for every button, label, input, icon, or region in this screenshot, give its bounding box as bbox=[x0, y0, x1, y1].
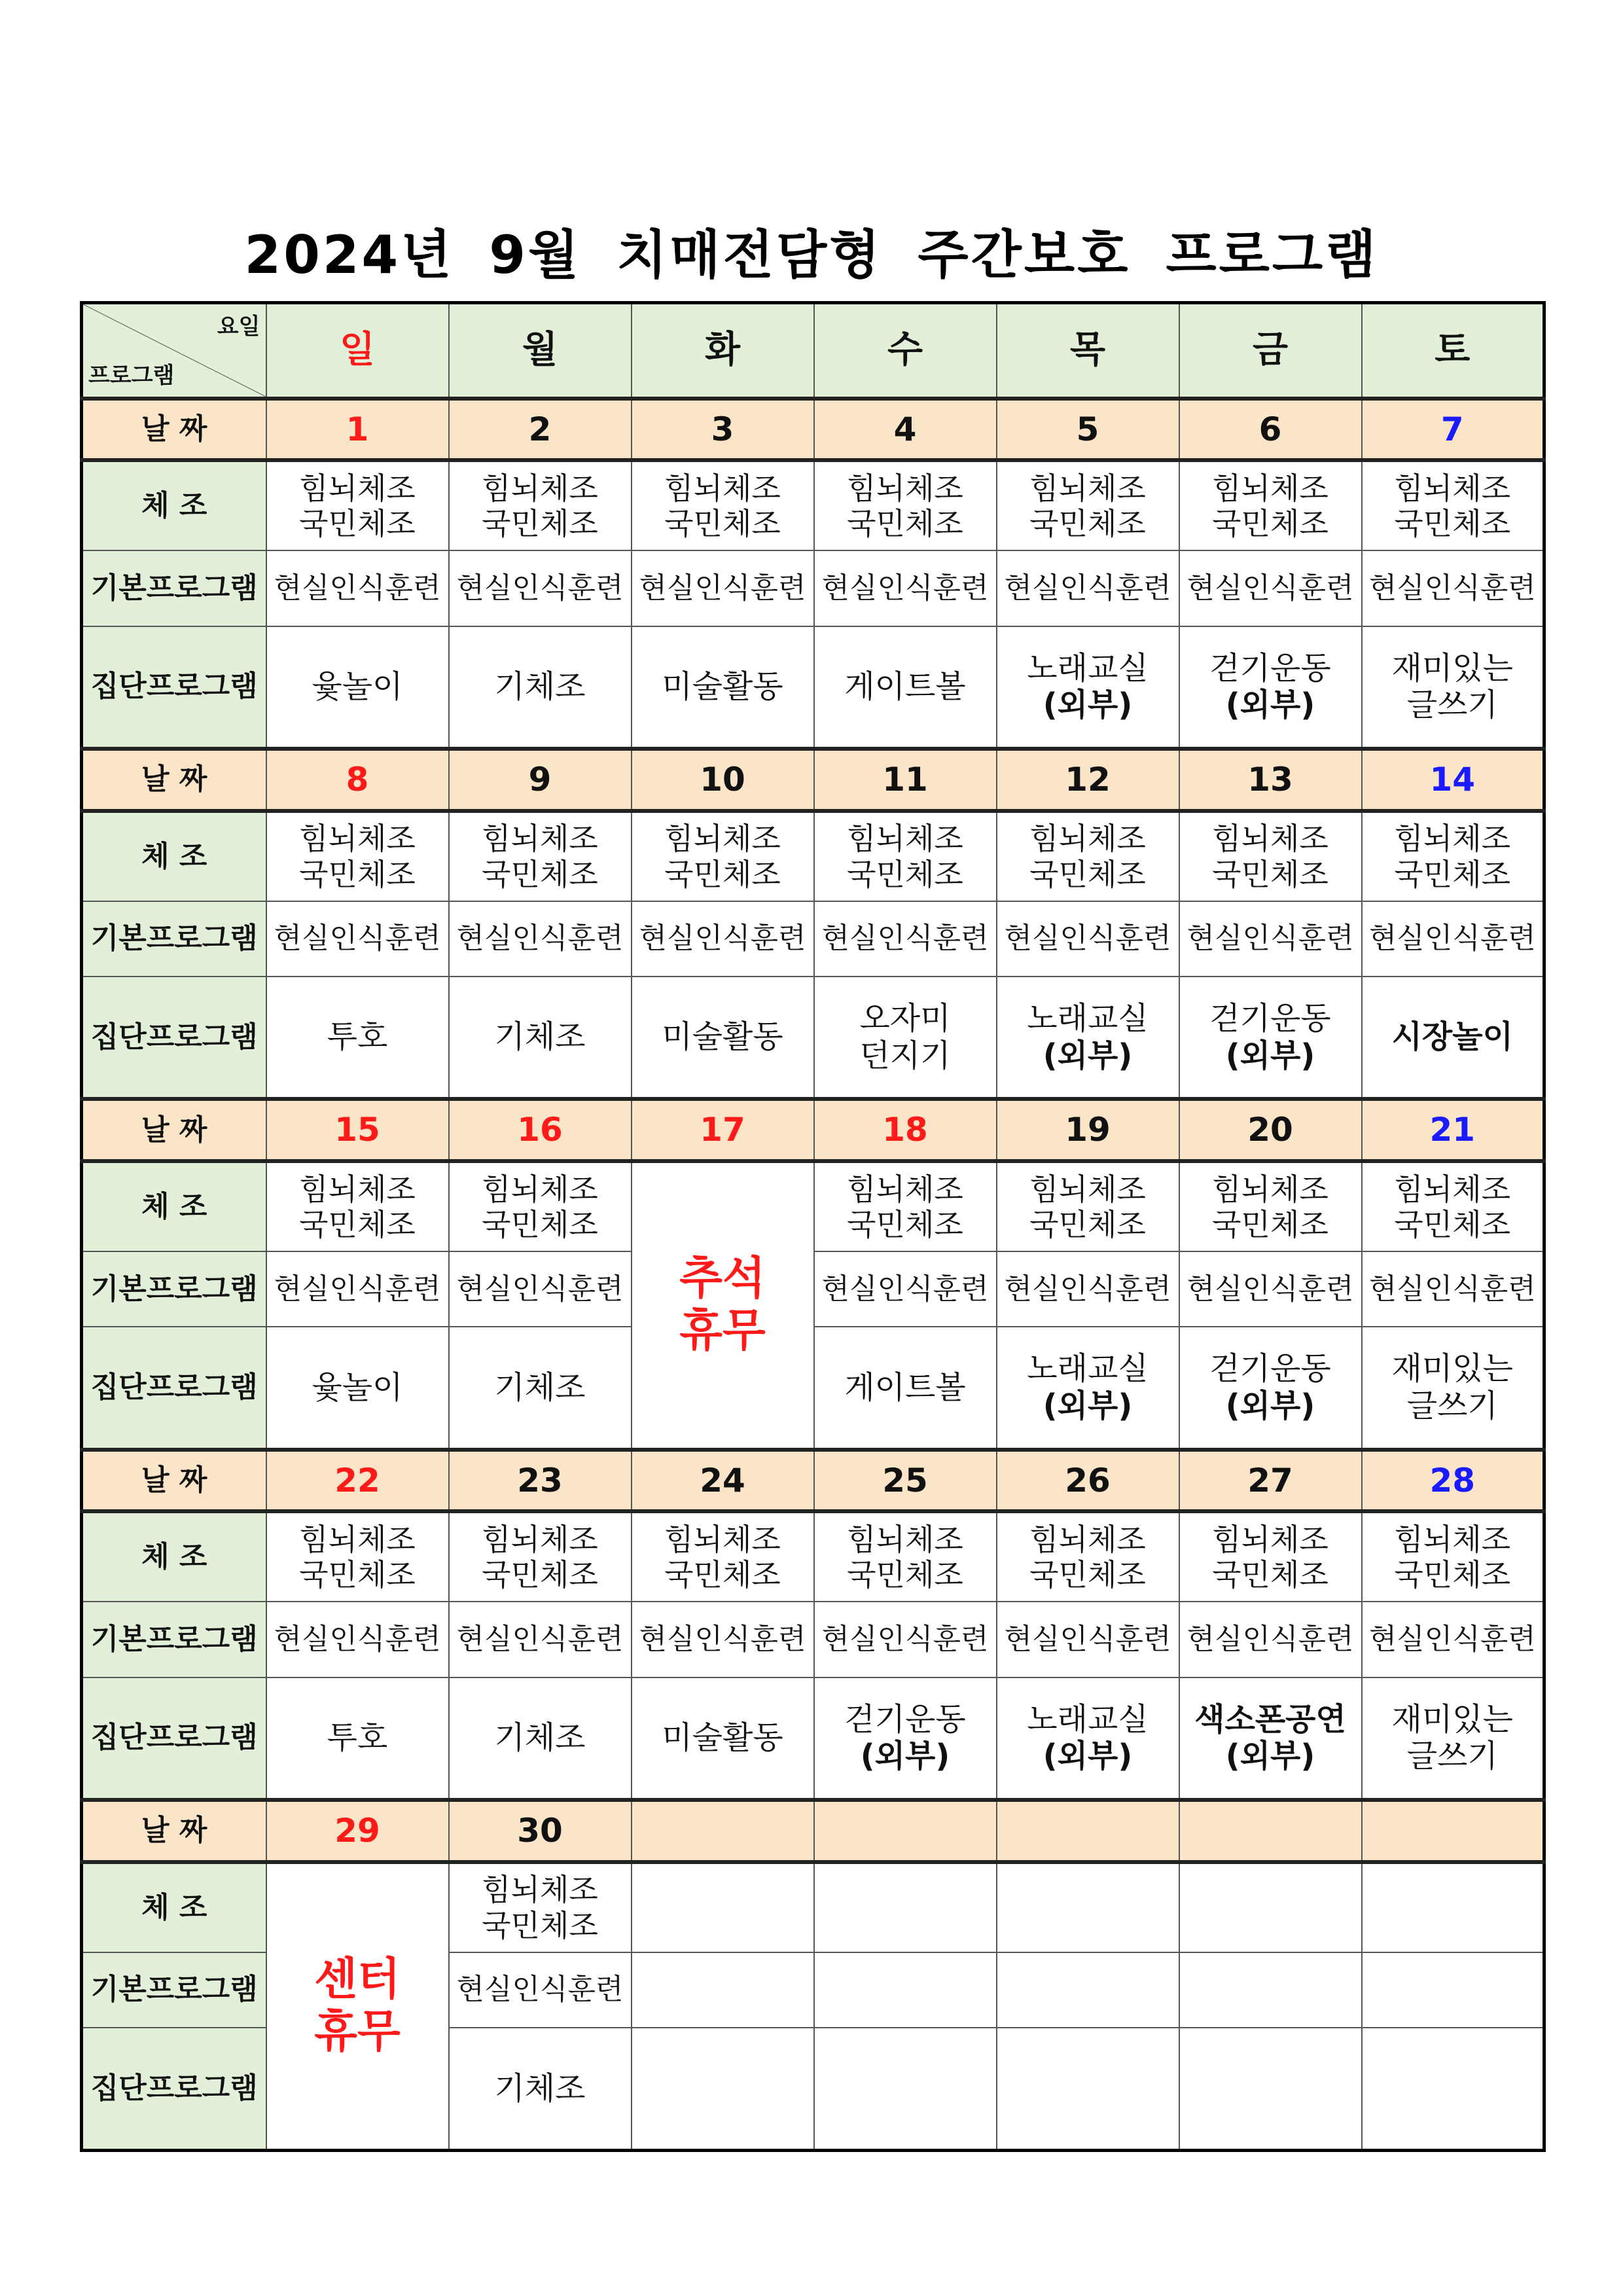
date-cell-fri: 20 bbox=[1179, 1099, 1362, 1161]
day-header-sat: 토 bbox=[1362, 303, 1544, 399]
exercise-cell-thu bbox=[997, 811, 1179, 901]
date-cell-sat: 21 bbox=[1362, 1099, 1544, 1161]
exercise-cell-wed bbox=[814, 460, 997, 550]
exercise-text: 국민체조 bbox=[664, 506, 781, 542]
exercise-text: 국민체조 bbox=[1212, 1207, 1329, 1243]
group-program-text: 색소폰공연 bbox=[1194, 1700, 1346, 1738]
holiday-cell bbox=[266, 1862, 449, 2151]
header-row bbox=[82, 303, 1544, 399]
exercise-cell-tue bbox=[632, 1862, 814, 1952]
group-program-text: 걷기운동 bbox=[844, 1700, 966, 1738]
basic-program-cell-tue: 현실인식훈련 bbox=[632, 1602, 814, 1677]
exercise-text: 국민체조 bbox=[1394, 856, 1511, 892]
group-program-text: 기체조 bbox=[494, 1018, 586, 1056]
exercise-cell-wed bbox=[814, 1161, 997, 1251]
basic-program-cell-tue bbox=[632, 1952, 814, 2028]
day-header-tue: 화 bbox=[632, 303, 814, 399]
group-program-row-label: 집단프로그램 bbox=[82, 2028, 266, 2151]
group-program-text: 게이트볼 bbox=[844, 668, 966, 706]
group-program-cell-sun bbox=[266, 977, 449, 1099]
group-program-cell-tue bbox=[632, 977, 814, 1099]
exercise-row-label: 체 조 bbox=[82, 1862, 266, 1952]
exercise-text: 힘뇌체조 bbox=[1212, 1171, 1329, 1207]
basic-program-cell-wed bbox=[814, 1952, 997, 2028]
date-cell-wed: 11 bbox=[814, 749, 997, 811]
basic-program-cell-sat: 현실인식훈련 bbox=[1362, 1602, 1544, 1677]
basic-program-cell-thu: 현실인식훈련 bbox=[997, 550, 1179, 626]
group-program-text: 기체조 bbox=[494, 2070, 586, 2107]
exercise-text: 힘뇌체조 bbox=[1394, 1522, 1511, 1558]
group-program-text: 재미있는 bbox=[1391, 1700, 1513, 1738]
date-cell-thu: 26 bbox=[997, 1450, 1179, 1512]
exercise-text: 힘뇌체조 bbox=[1212, 821, 1329, 857]
exercise-text: 힘뇌체조 bbox=[482, 471, 598, 507]
exercise-text: 힘뇌체조 bbox=[847, 821, 963, 857]
group-program-text: 윷놀이 bbox=[312, 668, 403, 706]
exercise-cell-mon bbox=[449, 1862, 632, 1952]
basic-program-cell-wed: 현실인식훈련 bbox=[814, 1602, 997, 1677]
date-cell-mon: 2 bbox=[449, 399, 632, 461]
group-program-text: 글쓰기 bbox=[1406, 1387, 1498, 1424]
holiday-text: 휴무 bbox=[314, 2006, 401, 2058]
page-title: 2024년 9월 치매전담형 주간보호 프로그램 bbox=[244, 224, 1379, 285]
group-program-text: 기체조 bbox=[494, 1369, 586, 1406]
exercise-row bbox=[82, 460, 1544, 550]
date-cell-thu: 19 bbox=[997, 1099, 1179, 1161]
exercise-text: 힘뇌체조 bbox=[1029, 471, 1146, 507]
basic-program-cell-wed: 현실인식훈련 bbox=[814, 1251, 997, 1327]
date-cell-sun: 8 bbox=[266, 749, 449, 811]
exercise-cell-thu bbox=[997, 460, 1179, 550]
corner-day-label: 요일 bbox=[217, 314, 260, 340]
group-program-cell-tue bbox=[632, 1677, 814, 1800]
basic-program-cell-thu: 현실인식훈련 bbox=[997, 1602, 1179, 1677]
date-row-label: 날 짜 bbox=[82, 749, 266, 811]
date-cell-fri: 6 bbox=[1179, 399, 1362, 461]
date-cell-wed: 18 bbox=[814, 1099, 997, 1161]
exercise-row-label: 체 조 bbox=[82, 811, 266, 901]
group-program-cell-sat bbox=[1362, 1677, 1544, 1800]
date-row bbox=[82, 1450, 1544, 1512]
holiday-text: 휴무 bbox=[679, 1305, 766, 1357]
day-header-mon: 월 bbox=[449, 303, 632, 399]
date-row bbox=[82, 1800, 1544, 1862]
exercise-cell-sun bbox=[266, 1511, 449, 1602]
group-program-text: 걷기운동 bbox=[1209, 1350, 1331, 1388]
exercise-cell-wed bbox=[814, 1862, 997, 1952]
exercise-text: 힘뇌체조 bbox=[482, 821, 598, 857]
group-program-cell-fri bbox=[1179, 626, 1362, 749]
date-cell-mon: 23 bbox=[449, 1450, 632, 1512]
exercise-cell-mon bbox=[449, 1161, 632, 1251]
exercise-cell-fri bbox=[1179, 460, 1362, 550]
exercise-cell-sat bbox=[1362, 811, 1544, 901]
date-cell-tue: 24 bbox=[632, 1450, 814, 1512]
basic-program-row-label: 기본프로그램 bbox=[82, 1251, 266, 1327]
day-header-sun: 일 bbox=[266, 303, 449, 399]
basic-program-cell-mon: 현실인식훈련 bbox=[449, 1952, 632, 2028]
group-program-cell-wed bbox=[814, 1327, 997, 1449]
date-cell-wed: 4 bbox=[814, 399, 997, 461]
date-cell-sun: 15 bbox=[266, 1099, 449, 1161]
group-program-row-label: 집단프로그램 bbox=[82, 626, 266, 749]
basic-program-row-label: 기본프로그램 bbox=[82, 1602, 266, 1677]
exercise-text: 국민체조 bbox=[482, 506, 598, 542]
group-program-row-label: 집단프로그램 bbox=[82, 1677, 266, 1800]
basic-program-row-label: 기본프로그램 bbox=[82, 1952, 266, 2028]
basic-program-cell-wed: 현실인식훈련 bbox=[814, 901, 997, 977]
exercise-cell-wed bbox=[814, 1511, 997, 1602]
exercise-row bbox=[82, 1862, 1544, 1952]
group-program-text: 투호 bbox=[327, 1018, 388, 1056]
basic-program-cell-mon: 현실인식훈련 bbox=[449, 1251, 632, 1327]
basic-program-cell-fri: 현실인식훈련 bbox=[1179, 550, 1362, 626]
group-program-text: 노래교실 bbox=[1027, 1000, 1149, 1037]
exercise-text: 국민체조 bbox=[1029, 506, 1146, 542]
group-program-text: 던지기 bbox=[859, 1037, 951, 1074]
basic-program-row-label: 기본프로그램 bbox=[82, 550, 266, 626]
group-program-text: 재미있는 bbox=[1391, 1350, 1513, 1388]
basic-program-row bbox=[82, 901, 1544, 977]
exercise-cell-mon bbox=[449, 811, 632, 901]
basic-program-cell-sat: 현실인식훈련 bbox=[1362, 1251, 1544, 1327]
date-cell-sat bbox=[1362, 1800, 1544, 1862]
group-program-cell-thu bbox=[997, 1327, 1179, 1449]
date-cell-mon: 16 bbox=[449, 1099, 632, 1161]
group-program-text: 기체조 bbox=[494, 1719, 586, 1756]
exercise-text: 국민체조 bbox=[1029, 856, 1146, 892]
group-program-cell-wed bbox=[814, 1677, 997, 1800]
exercise-cell-fri bbox=[1179, 1161, 1362, 1251]
basic-program-cell-tue: 현실인식훈련 bbox=[632, 550, 814, 626]
date-cell-wed bbox=[814, 1800, 997, 1862]
exercise-text: 힘뇌체조 bbox=[299, 471, 416, 507]
exercise-text: 힘뇌체조 bbox=[482, 1171, 598, 1207]
day-header-thu: 목 bbox=[997, 303, 1179, 399]
exercise-text: 힘뇌체조 bbox=[299, 821, 416, 857]
exercise-text: 힘뇌체조 bbox=[1212, 471, 1329, 507]
exercise-text: 국민체조 bbox=[482, 1557, 598, 1593]
exercise-cell-thu bbox=[997, 1862, 1179, 1952]
date-cell-sun: 22 bbox=[266, 1450, 449, 1512]
group-program-text: (외부) bbox=[1043, 687, 1133, 724]
day-header-wed: 수 bbox=[814, 303, 997, 399]
exercise-text: 국민체조 bbox=[847, 1207, 963, 1243]
group-program-text: 미술활동 bbox=[662, 1018, 783, 1056]
group-program-text: (외부) bbox=[1043, 1738, 1133, 1775]
date-cell-mon: 30 bbox=[449, 1800, 632, 1862]
exercise-text: 국민체조 bbox=[482, 1207, 598, 1243]
date-row-label: 날 짜 bbox=[82, 1099, 266, 1161]
basic-program-cell-sun: 현실인식훈련 bbox=[266, 1251, 449, 1327]
exercise-cell-sat bbox=[1362, 1862, 1544, 1952]
date-cell-sun: 1 bbox=[266, 399, 449, 461]
basic-program-cell-fri: 현실인식훈련 bbox=[1179, 1251, 1362, 1327]
exercise-text: 힘뇌체조 bbox=[1029, 1522, 1146, 1558]
exercise-text: 힘뇌체조 bbox=[1029, 821, 1146, 857]
date-row-label: 날 짜 bbox=[82, 1450, 266, 1512]
date-cell-thu bbox=[997, 1800, 1179, 1862]
date-cell-tue: 3 bbox=[632, 399, 814, 461]
basic-program-cell-fri: 현실인식훈련 bbox=[1179, 901, 1362, 977]
group-program-cell-wed bbox=[814, 626, 997, 749]
group-program-text: 윷놀이 bbox=[312, 1369, 403, 1406]
corner-program-label: 프로그램 bbox=[88, 362, 175, 389]
exercise-cell-wed bbox=[814, 811, 997, 901]
group-program-text: 노래교실 bbox=[1027, 649, 1149, 687]
holiday-text: 추석 bbox=[679, 1253, 766, 1305]
exercise-cell-sun bbox=[266, 811, 449, 901]
group-program-row-label: 집단프로그램 bbox=[82, 977, 266, 1099]
exercise-cell-sat bbox=[1362, 1511, 1544, 1602]
exercise-text: 국민체조 bbox=[1212, 506, 1329, 542]
exercise-text: 힘뇌체조 bbox=[664, 471, 781, 507]
group-program-cell-thu bbox=[997, 2028, 1179, 2151]
basic-program-row-label: 기본프로그램 bbox=[82, 901, 266, 977]
group-program-cell-thu bbox=[997, 626, 1179, 749]
group-program-text: 재미있는 bbox=[1391, 649, 1513, 687]
exercise-text: 국민체조 bbox=[1029, 1207, 1146, 1243]
exercise-cell-sun bbox=[266, 1161, 449, 1251]
group-program-row bbox=[82, 1677, 1544, 1800]
exercise-text: 국민체조 bbox=[1029, 1557, 1146, 1593]
group-program-text: 걷기운동 bbox=[1209, 649, 1331, 687]
group-program-text: (외부) bbox=[860, 1738, 950, 1775]
exercise-row-label: 체 조 bbox=[82, 1511, 266, 1602]
group-program-cell-sat bbox=[1362, 626, 1544, 749]
group-program-text: (외부) bbox=[1225, 1738, 1315, 1775]
exercise-text: 국민체조 bbox=[299, 506, 416, 542]
exercise-text: 국민체조 bbox=[482, 1907, 598, 1943]
date-cell-tue: 17 bbox=[632, 1099, 814, 1161]
group-program-text: 글쓰기 bbox=[1406, 687, 1498, 724]
basic-program-cell-mon: 현실인식훈련 bbox=[449, 550, 632, 626]
date-cell-wed: 25 bbox=[814, 1450, 997, 1512]
group-program-cell-wed bbox=[814, 977, 997, 1099]
exercise-cell-mon bbox=[449, 460, 632, 550]
day-header-fri: 금 bbox=[1179, 303, 1362, 399]
exercise-text: 힘뇌체조 bbox=[847, 1171, 963, 1207]
exercise-cell-sun bbox=[266, 460, 449, 550]
group-program-cell-sun bbox=[266, 1327, 449, 1449]
group-program-cell-sun bbox=[266, 626, 449, 749]
exercise-text: 힘뇌체조 bbox=[482, 1522, 598, 1558]
holiday-cell bbox=[632, 1161, 814, 1450]
date-cell-fri bbox=[1179, 1800, 1362, 1862]
basic-program-cell-thu: 현실인식훈련 bbox=[997, 901, 1179, 977]
group-program-text: (외부) bbox=[1043, 1037, 1133, 1074]
exercise-row-label: 체 조 bbox=[82, 1161, 266, 1251]
date-cell-sat: 14 bbox=[1362, 749, 1544, 811]
group-program-text: (외부) bbox=[1225, 1037, 1315, 1074]
basic-program-cell-mon: 현실인식훈련 bbox=[449, 1602, 632, 1677]
date-cell-thu: 5 bbox=[997, 399, 1179, 461]
exercise-cell-fri bbox=[1179, 1862, 1362, 1952]
basic-program-cell-thu: 현실인식훈련 bbox=[997, 1251, 1179, 1327]
group-program-text: (외부) bbox=[1043, 1387, 1133, 1424]
group-program-row-label: 집단프로그램 bbox=[82, 1327, 266, 1449]
group-program-text: 미술활동 bbox=[662, 668, 783, 706]
group-program-text: 투호 bbox=[327, 1719, 388, 1756]
group-program-text: 글쓰기 bbox=[1406, 1738, 1498, 1775]
date-row-label: 날 짜 bbox=[82, 1800, 266, 1862]
group-program-cell-thu bbox=[997, 977, 1179, 1099]
group-program-text: (외부) bbox=[1225, 687, 1315, 724]
group-program-text: 오자미 bbox=[859, 1000, 951, 1037]
date-row-label: 날 짜 bbox=[82, 399, 266, 461]
holiday-text: 센터 bbox=[314, 1954, 401, 2006]
date-cell-sun: 29 bbox=[266, 1800, 449, 1862]
group-program-text: 시장놀이 bbox=[1391, 1018, 1513, 1056]
date-cell-sat: 7 bbox=[1362, 399, 1544, 461]
exercise-row bbox=[82, 811, 1544, 901]
group-program-text: 미술활동 bbox=[662, 1719, 783, 1756]
exercise-text: 국민체조 bbox=[299, 1207, 416, 1243]
exercise-text: 힘뇌체조 bbox=[299, 1522, 416, 1558]
exercise-row-label: 체 조 bbox=[82, 460, 266, 550]
group-program-cell-mon bbox=[449, 977, 632, 1099]
group-program-cell-tue bbox=[632, 2028, 814, 2151]
exercise-text: 국민체조 bbox=[1394, 1207, 1511, 1243]
exercise-text: 국민체조 bbox=[299, 1557, 416, 1593]
exercise-text: 국민체조 bbox=[299, 856, 416, 892]
date-cell-tue bbox=[632, 1800, 814, 1862]
group-program-cell-tue bbox=[632, 626, 814, 749]
exercise-cell-thu bbox=[997, 1511, 1179, 1602]
exercise-text: 국민체조 bbox=[847, 506, 963, 542]
exercise-cell-tue bbox=[632, 811, 814, 901]
exercise-text: 국민체조 bbox=[1212, 1557, 1329, 1593]
basic-program-cell-wed: 현실인식훈련 bbox=[814, 550, 997, 626]
corner-cell bbox=[82, 303, 266, 399]
exercise-text: 국민체조 bbox=[664, 856, 781, 892]
group-program-cell-fri bbox=[1179, 1327, 1362, 1449]
basic-program-cell-sat: 현실인식훈련 bbox=[1362, 550, 1544, 626]
group-program-cell-sun bbox=[266, 1677, 449, 1800]
exercise-text: 국민체조 bbox=[847, 1557, 963, 1593]
date-row bbox=[82, 749, 1544, 811]
exercise-text: 힘뇌체조 bbox=[664, 821, 781, 857]
exercise-cell-fri bbox=[1179, 1511, 1362, 1602]
date-cell-thu: 12 bbox=[997, 749, 1179, 811]
group-program-text: 게이트볼 bbox=[844, 1369, 966, 1406]
exercise-cell-tue bbox=[632, 1511, 814, 1602]
exercise-text: 힘뇌체조 bbox=[1394, 1171, 1511, 1207]
basic-program-cell-fri bbox=[1179, 1952, 1362, 2028]
group-program-cell-mon bbox=[449, 1677, 632, 1800]
group-program-text: 노래교실 bbox=[1027, 1350, 1149, 1388]
exercise-text: 힘뇌체조 bbox=[664, 1522, 781, 1558]
group-program-text: 기체조 bbox=[494, 668, 586, 706]
exercise-text: 국민체조 bbox=[1212, 856, 1329, 892]
basic-program-cell-sun: 현실인식훈련 bbox=[266, 550, 449, 626]
basic-program-cell-sat: 현실인식훈련 bbox=[1362, 901, 1544, 977]
schedule-table bbox=[80, 301, 1546, 2152]
exercise-text: 힘뇌체조 bbox=[1029, 1171, 1146, 1207]
exercise-text: 힘뇌체조 bbox=[482, 1872, 598, 1908]
group-program-cell-sat bbox=[1362, 1327, 1544, 1449]
exercise-cell-mon bbox=[449, 1511, 632, 1602]
group-program-cell-mon bbox=[449, 2028, 632, 2151]
exercise-text: 힘뇌체조 bbox=[847, 1522, 963, 1558]
exercise-text: 힘뇌체조 bbox=[299, 1171, 416, 1207]
date-cell-sat: 28 bbox=[1362, 1450, 1544, 1512]
group-program-row bbox=[82, 977, 1544, 1099]
exercise-text: 힘뇌체조 bbox=[1394, 821, 1511, 857]
group-program-row bbox=[82, 626, 1544, 749]
exercise-cell-fri bbox=[1179, 811, 1362, 901]
group-program-cell-fri bbox=[1179, 977, 1362, 1099]
exercise-cell-thu bbox=[997, 1161, 1179, 1251]
group-program-text: (외부) bbox=[1225, 1387, 1315, 1424]
exercise-text: 힘뇌체조 bbox=[1394, 471, 1511, 507]
basic-program-row bbox=[82, 1602, 1544, 1677]
date-row bbox=[82, 399, 1544, 461]
exercise-text: 국민체조 bbox=[1394, 506, 1511, 542]
exercise-text: 힘뇌체조 bbox=[1212, 1522, 1329, 1558]
exercise-row bbox=[82, 1511, 1544, 1602]
group-program-cell-sat bbox=[1362, 977, 1544, 1099]
date-cell-mon: 9 bbox=[449, 749, 632, 811]
basic-program-cell-sat bbox=[1362, 1952, 1544, 2028]
basic-program-cell-fri: 현실인식훈련 bbox=[1179, 1602, 1362, 1677]
exercise-text: 국민체조 bbox=[482, 856, 598, 892]
group-program-cell-fri bbox=[1179, 1677, 1362, 1800]
group-program-cell-thu bbox=[997, 1677, 1179, 1800]
basic-program-cell-mon: 현실인식훈련 bbox=[449, 901, 632, 977]
date-cell-tue: 10 bbox=[632, 749, 814, 811]
exercise-cell-sat bbox=[1362, 460, 1544, 550]
date-row bbox=[82, 1099, 1544, 1161]
exercise-text: 국민체조 bbox=[1394, 1557, 1511, 1593]
basic-program-cell-sun: 현실인식훈련 bbox=[266, 1602, 449, 1677]
group-program-text: 노래교실 bbox=[1027, 1700, 1149, 1738]
basic-program-cell-tue: 현실인식훈련 bbox=[632, 901, 814, 977]
group-program-cell-fri bbox=[1179, 2028, 1362, 2151]
basic-program-cell-sun: 현실인식훈련 bbox=[266, 901, 449, 977]
exercise-text: 국민체조 bbox=[664, 1557, 781, 1593]
date-cell-fri: 13 bbox=[1179, 749, 1362, 811]
basic-program-cell-thu bbox=[997, 1952, 1179, 2028]
group-program-cell-sat bbox=[1362, 2028, 1544, 2151]
exercise-text: 국민체조 bbox=[847, 856, 963, 892]
basic-program-row bbox=[82, 550, 1544, 626]
group-program-cell-mon bbox=[449, 626, 632, 749]
date-cell-fri: 27 bbox=[1179, 1450, 1362, 1512]
group-program-text: 걷기운동 bbox=[1209, 1000, 1331, 1037]
exercise-cell-tue bbox=[632, 460, 814, 550]
exercise-cell-sat bbox=[1362, 1161, 1544, 1251]
group-program-cell-wed bbox=[814, 2028, 997, 2151]
exercise-text: 힘뇌체조 bbox=[847, 471, 963, 507]
group-program-cell-mon bbox=[449, 1327, 632, 1449]
exercise-row bbox=[82, 1161, 1544, 1251]
